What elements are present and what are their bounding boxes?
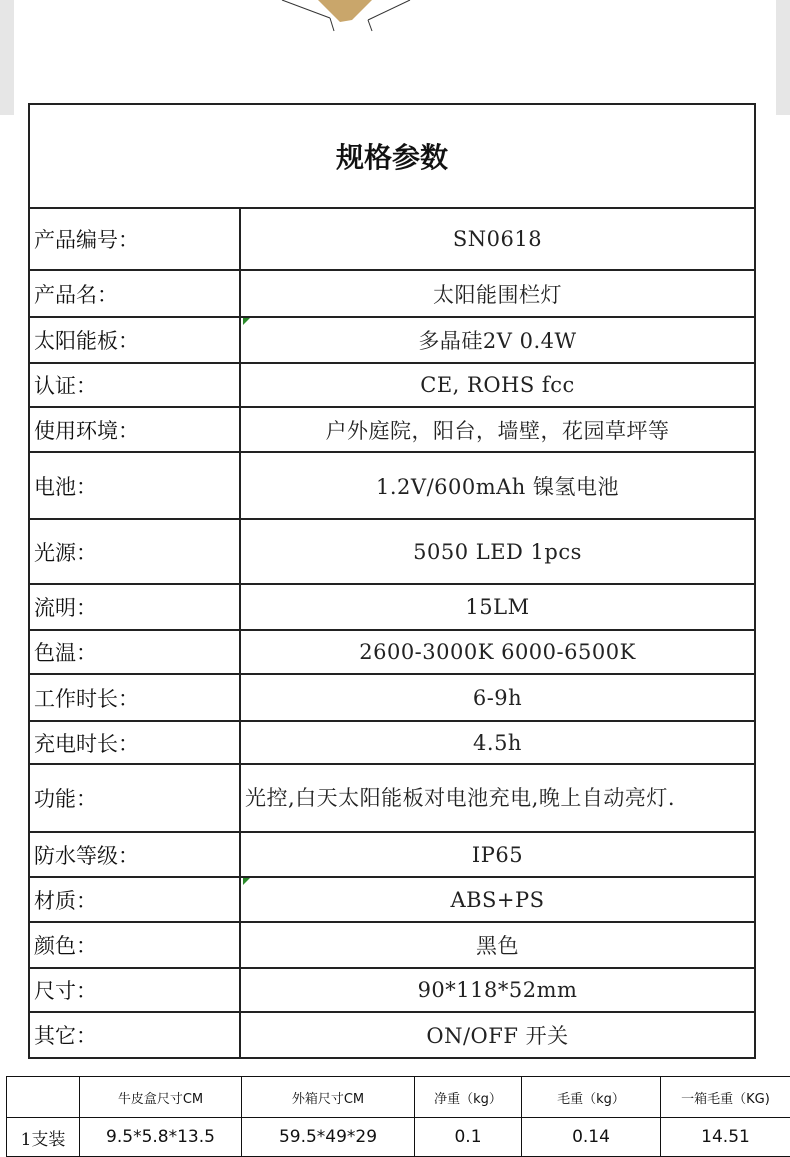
- spec-row-product-name: [30, 271, 754, 318]
- spec-value: 黑色: [241, 923, 754, 967]
- spec-label: 太阳能板：: [30, 318, 241, 362]
- packing-header-empty: [7, 1077, 80, 1118]
- spec-row-charging-time: [30, 722, 754, 765]
- spec-row-material: [30, 878, 754, 923]
- packing-header-row: [7, 1077, 790, 1118]
- spec-row-color: [30, 923, 754, 969]
- packing-data-row: [7, 1118, 790, 1157]
- spec-value: 6-9h: [241, 675, 754, 720]
- spec-row-function: [30, 765, 754, 833]
- product-base-shape: [318, 0, 372, 22]
- packing-header-net-weight: 净重（kg）: [415, 1077, 522, 1118]
- cell-corner-mark: [243, 878, 250, 885]
- spec-row-waterproof-rating: [30, 833, 754, 878]
- spec-label: 充电时长：: [30, 722, 241, 763]
- spec-value: 15LM: [241, 585, 754, 629]
- product-image-fragment: [0, 0, 790, 115]
- spec-table: [28, 103, 756, 1059]
- packing-table: [6, 1076, 790, 1157]
- spec-value: ABS+PS: [241, 878, 754, 921]
- spec-label: 光源：: [30, 520, 241, 583]
- spec-label: 工作时长：: [30, 675, 241, 720]
- cell-corner-mark: [243, 318, 250, 325]
- spec-value: IP65: [241, 833, 754, 876]
- spec-value: 户外庭院，阳台，墙壁，花园草坪等: [241, 408, 754, 451]
- spec-label: 其它：: [30, 1013, 241, 1057]
- spec-row-other: [30, 1013, 754, 1057]
- spec-row-environment: [30, 408, 754, 453]
- spec-label: 颜色：: [30, 923, 241, 967]
- spec-value: 多晶硅2V 0.4W: [241, 318, 754, 362]
- spec-row-solar-panel: [30, 318, 754, 364]
- dimension-line-right: [368, 0, 410, 20]
- spec-row-color-temperature: [30, 631, 754, 675]
- spec-label: 产品名：: [30, 271, 241, 316]
- spec-row-product-number: [30, 209, 754, 271]
- spec-label: 材质：: [30, 878, 241, 921]
- spec-row-working-time: [30, 675, 754, 722]
- spec-label: 功能：: [30, 765, 241, 831]
- packing-cell-net-weight: 0.1: [415, 1118, 522, 1157]
- dimension-tick-left: [330, 18, 334, 31]
- spec-value: 光控,白天太阳能板对电池充电,晚上自动亮灯.: [241, 765, 754, 831]
- packing-cell-carton-gross-weight: 14.51: [661, 1118, 790, 1157]
- packing-header-box-size: 牛皮盒尺寸CM: [80, 1077, 242, 1118]
- packing-cell-gross-weight: 0.14: [522, 1118, 661, 1157]
- packing-cell-pack-type: 1支装: [7, 1118, 80, 1157]
- spec-value: SN0618: [241, 209, 754, 269]
- spec-label: 产品编号：: [30, 209, 241, 269]
- spec-value: 5050 LED 1pcs: [241, 520, 754, 583]
- spec-value: 4.5h: [241, 722, 754, 763]
- spec-value: 2600-3000K 6000-6500K: [241, 631, 754, 673]
- spec-value: CE, ROHS fcc: [241, 364, 754, 406]
- spec-value: 太阳能围栏灯: [241, 271, 754, 316]
- spec-label: 防水等级：: [30, 833, 241, 876]
- product-drawing: [0, 0, 790, 115]
- spec-row-lumen: [30, 585, 754, 631]
- spec-row-size: [30, 969, 754, 1013]
- spec-label: 流明：: [30, 585, 241, 629]
- spec-label: 认证：: [30, 364, 241, 406]
- spec-row-battery: [30, 453, 754, 520]
- spec-row-light-source: [30, 520, 754, 585]
- spec-label: 电池：: [30, 453, 241, 518]
- spec-row-certification: [30, 364, 754, 408]
- spec-table-title: 规格参数: [30, 105, 754, 209]
- packing-header-carton-gross-weight: 一箱毛重（KG): [661, 1077, 790, 1118]
- packing-header-carton-size: 外箱尺寸CM: [242, 1077, 415, 1118]
- spec-value: 90*118*52mm: [241, 969, 754, 1011]
- spec-value: ON/OFF 开关: [241, 1013, 754, 1057]
- spec-value: 1.2V/600mAh 镍氢电池: [241, 453, 754, 518]
- dimension-tick-right: [368, 20, 372, 31]
- spec-label: 尺寸：: [30, 969, 241, 1011]
- spec-label: 色温：: [30, 631, 241, 673]
- packing-header-gross-weight: 毛重（kg）: [522, 1077, 661, 1118]
- spec-label: 使用环境：: [30, 408, 241, 451]
- packing-cell-box-size: 9.5*5.8*13.5: [80, 1118, 242, 1157]
- packing-cell-carton-size: 59.5*49*29: [242, 1118, 415, 1157]
